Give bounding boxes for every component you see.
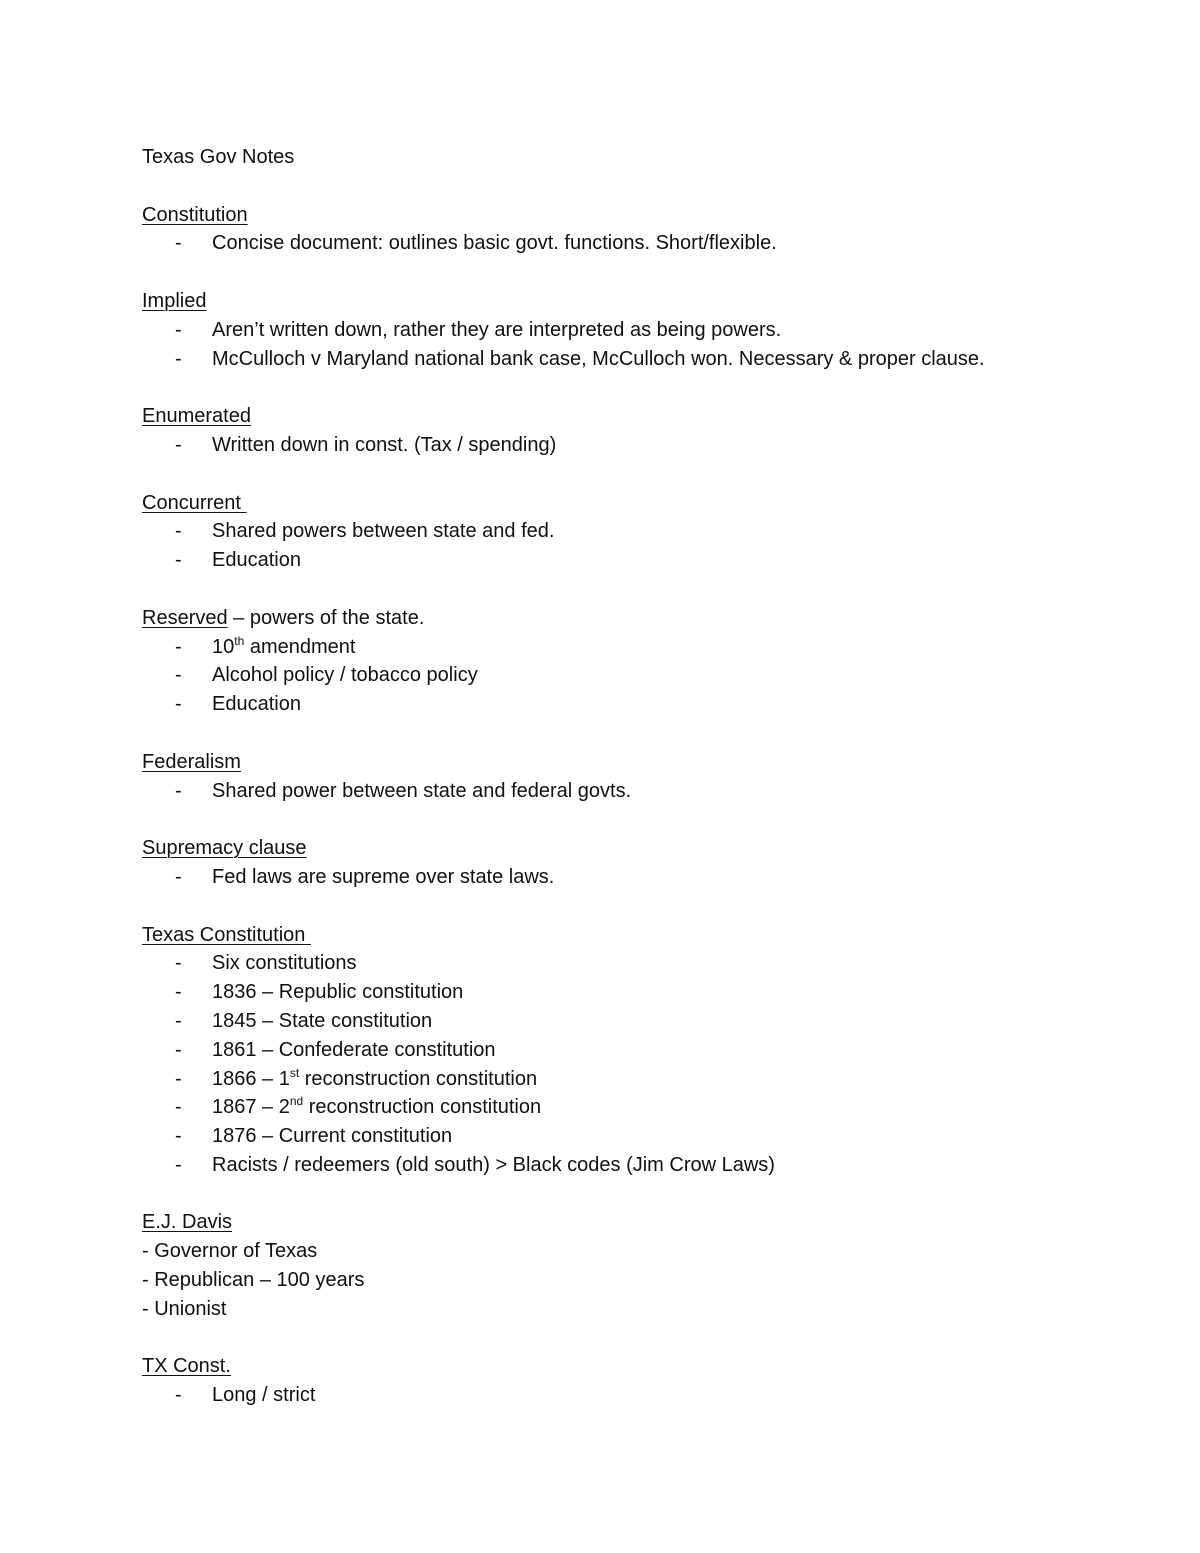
heading-reserved-line bbox=[142, 604, 1102, 633]
document-page bbox=[142, 143, 1102, 1410]
bullet-dash: - bbox=[175, 1384, 182, 1407]
list-item: - Republican – 100 years bbox=[142, 1269, 365, 1292]
bullet-dash: - bbox=[175, 952, 182, 975]
list-item: - Long / strict bbox=[142, 1381, 1102, 1410]
bullet-dash: - bbox=[175, 1125, 182, 1148]
list-item: - Education bbox=[142, 690, 1102, 719]
bullet-dash: - bbox=[175, 549, 182, 572]
list-item: - Education bbox=[142, 546, 1102, 575]
bullet-dash: - bbox=[175, 693, 182, 716]
heading-texas-constitution: Texas Constitution bbox=[142, 923, 311, 946]
list-item: - Fed laws are supreme over state laws. bbox=[142, 863, 1102, 892]
list-item: - 1836 – Republic constitution bbox=[142, 978, 1102, 1007]
heading-concurrent: Concurrent bbox=[142, 491, 247, 514]
list-item: - 1861 – Confederate constitution bbox=[142, 1036, 1102, 1065]
bullet-dash: - bbox=[175, 1067, 182, 1090]
bullet-dash: - bbox=[175, 779, 182, 802]
bullet-dash: - bbox=[175, 232, 182, 255]
bullet-dash: - bbox=[175, 1038, 182, 1061]
bullet-dash: - bbox=[175, 635, 182, 658]
list-item: - 1876 – Current constitution bbox=[142, 1122, 1102, 1151]
bullet-dash: - bbox=[175, 981, 182, 1004]
list-item: - 1866 – 1st reconstruction constitution bbox=[142, 1065, 1102, 1094]
list-item: - 1867 – 2nd reconstruction constitution bbox=[142, 1093, 1102, 1122]
heading-federalism: Federalism bbox=[142, 750, 241, 773]
bullet-dash: - bbox=[175, 1096, 182, 1119]
bullet-dash: - bbox=[175, 1009, 182, 1032]
bullet-dash: - bbox=[175, 664, 182, 687]
reserved-description: – powers of the state. bbox=[227, 606, 425, 629]
list-item: - Aren’t written down, rather they are interpreted as being powers. bbox=[142, 316, 1102, 345]
heading-tx-const: TX Const. bbox=[142, 1355, 231, 1378]
bullet-dash: - bbox=[175, 318, 182, 341]
list-item: - Alcohol policy / tobacco policy bbox=[142, 661, 1102, 690]
heading-supremacy-clause: Supremacy clause bbox=[142, 837, 307, 860]
heading-enumerated: Enumerated bbox=[142, 405, 251, 428]
list-item: - Shared powers between state and fed. bbox=[142, 517, 1102, 546]
heading-ej-davis: E.J. Davis bbox=[142, 1211, 233, 1234]
heading-reserved: Reserved bbox=[142, 606, 228, 629]
list-item: - Racists / redeemers (old south) > Black codes (Jim Crow Laws) bbox=[142, 1151, 1102, 1180]
bullet-dash: - bbox=[175, 865, 182, 888]
document-title: Texas Gov Notes bbox=[142, 146, 295, 168]
list-item: - Governor of Texas bbox=[142, 1240, 318, 1263]
list-item: - Concise document: outlines basic govt. functions. Short/flexible. bbox=[142, 229, 1102, 258]
list-item: - Six constitutions bbox=[142, 949, 1102, 978]
list-item: - Written down in const. (Tax / spending) bbox=[142, 431, 1102, 460]
bullet-dash: - bbox=[175, 520, 182, 543]
list-item: - McCulloch v Maryland national bank case, McCulloch won. Necessary & proper clause. bbox=[142, 345, 1102, 374]
bullet-dash: - bbox=[175, 1153, 182, 1176]
bullet-dash: - bbox=[175, 433, 182, 456]
list-item: - Shared power between state and federal govts. bbox=[142, 777, 1102, 806]
heading-constitution: Constitution bbox=[142, 203, 248, 226]
bullet-dash: - bbox=[175, 347, 182, 370]
list-item: - 1845 – State constitution bbox=[142, 1007, 1102, 1036]
heading-implied: Implied bbox=[142, 289, 207, 312]
list-item: - Unionist bbox=[142, 1297, 227, 1320]
list-item: - 10th amendment bbox=[142, 633, 1102, 662]
